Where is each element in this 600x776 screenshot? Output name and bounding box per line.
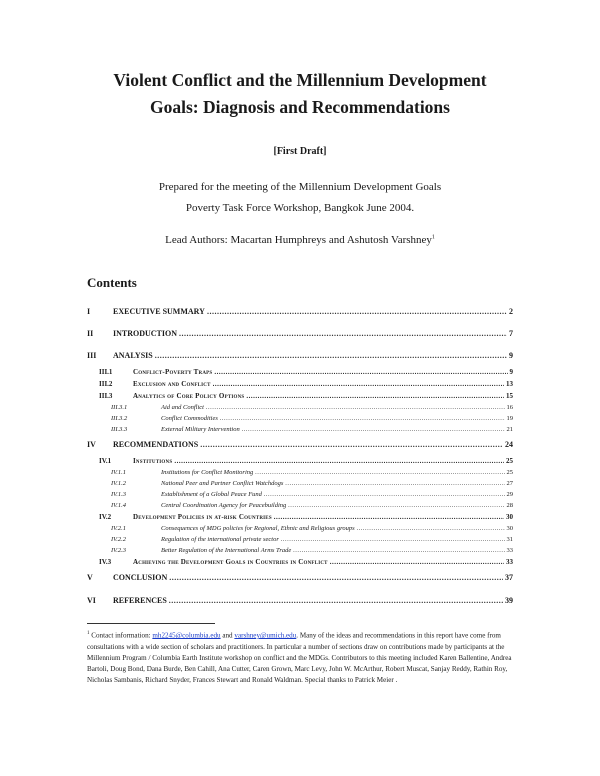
toc-title: Central Coordination Agency for Peacebuilding — [161, 502, 287, 509]
toc-entry-institutions[interactable] — [87, 455, 513, 467]
toc-leader — [155, 350, 507, 362]
toc-number: IV.1.4 — [111, 502, 127, 509]
lead-authors — [0, 234, 600, 246]
toc-page: 33 — [506, 547, 513, 554]
doc-title-line1: Violent Conflict and the Millennium Development — [113, 70, 487, 90]
toc-title: Regulation of the international private sector — [161, 536, 279, 543]
toc-entry-exclusion-and-conflict[interactable] — [87, 378, 513, 390]
toc-entry-references[interactable] — [87, 595, 513, 607]
toc-number: III.3.3 — [111, 426, 128, 433]
toc-title: External Military Intervention — [161, 426, 240, 433]
toc-page: 37 — [505, 573, 513, 582]
toc-page: 2 — [509, 307, 513, 316]
toc-number: IV.2.2 — [111, 536, 127, 543]
toc-title: Consequences of MDG policies for Regional, Ethnic and Religious groups — [161, 525, 355, 532]
toc-page: 9 — [509, 351, 513, 360]
toc-page: 30 — [506, 525, 513, 532]
toc-entry-conflict-poverty-traps[interactable] — [87, 366, 513, 378]
toc-leader — [174, 455, 504, 467]
toc-title: EXECUTIVE SUMMARY — [113, 307, 205, 316]
toc-page: 15 — [506, 392, 513, 400]
toc-leader — [169, 572, 503, 584]
toc-leader — [179, 328, 507, 340]
toc-leader — [169, 595, 503, 607]
toc-number: IV — [87, 440, 96, 449]
toc-title: Conflict Commodities — [161, 415, 218, 422]
toc-page: 33 — [506, 558, 513, 566]
toc-number: III.1 — [99, 368, 113, 376]
footnote-body: . Many of the ideas and recommendations in this report have come from consultations with a wide section of scholars and practitioners. In particular a number of sections draw on contributions made by participants at the Millennium Program / Columbia Earth Institute workshop on conflict and the MDGs. Contributors to this meeting included Karen Ballentine, Andrea Bartoli, Doug Bond, Dana Burde, Ben Cahill, Ana Cutter, Caren Grown, Marc Levy, John W. McArthur, Robert Muscat, Sanjay Reddy, Rathin Roy, Nicholas Sambanis, Richard Snyder, Frances Stewart and Ronald Waldman. Special thanks to Patrick Meier . — [87, 631, 512, 685]
footnote-and: and — [222, 631, 233, 640]
toc-number: V — [87, 573, 93, 582]
toc-page: 21 — [506, 426, 513, 433]
toc-leader — [242, 424, 505, 436]
toc-title: REFERENCES — [113, 596, 167, 605]
email-link-varshney[interactable]: varshney@umich.edu — [234, 631, 297, 640]
footnote-ref[interactable]: 1 — [431, 234, 435, 241]
toc-title: Conflict-Poverty Traps — [133, 368, 213, 376]
toc-entry-analytics-policy-options[interactable] — [87, 390, 513, 402]
toc-title: ANALYSIS — [113, 351, 153, 360]
toc-number: I — [87, 307, 91, 316]
toc-number: IV.1 — [99, 457, 112, 465]
toc-leader — [214, 366, 507, 378]
toc-number: IV.1.1 — [111, 469, 127, 476]
toc-entry-goals-in-conflict-countries[interactable] — [87, 556, 513, 568]
toc-number: III.3 — [99, 392, 113, 400]
toc-page: 25 — [506, 469, 513, 476]
toc-number: IV.1.3 — [111, 491, 127, 498]
toc-number: IV.2 — [99, 513, 112, 521]
toc-page: 24 — [505, 440, 513, 449]
toc-number: III — [87, 351, 97, 360]
toc-number: IV.2.1 — [111, 525, 127, 532]
doc-title-line2: Goals: Diagnosis and Recommendations — [150, 97, 450, 117]
toc-entry-conclusion[interactable] — [87, 572, 513, 584]
toc-entry-analysis[interactable] — [87, 350, 513, 362]
toc-title: Better Regulation of the International Arms Trade — [161, 547, 292, 554]
toc-page: 27 — [506, 480, 513, 487]
footnote-marker: 1 — [87, 631, 90, 636]
toc-title: Establishment of a Global Peace Fund — [161, 491, 262, 498]
toc-title: Exclusion and Conflict — [133, 380, 211, 388]
toc-page: 19 — [506, 415, 513, 422]
toc-leader — [330, 556, 504, 568]
toc-page: 13 — [506, 380, 513, 388]
lead-authors-text: Lead Authors: Macartan Humphreys and Ashutosh Varshney — [165, 234, 432, 246]
toc-leader — [213, 378, 504, 390]
toc-entry-external-military-intervention[interactable] — [87, 424, 513, 436]
toc-page: 30 — [506, 513, 513, 521]
toc-title: Aid and Conflict — [161, 404, 204, 411]
toc-title: Institutions for Conflict Monitoring — [161, 469, 254, 476]
toc-title: Achieving the Development Goals in Countries in Conflict — [133, 558, 328, 566]
toc-leader — [207, 306, 507, 318]
toc-entry-recommendations[interactable] — [87, 439, 513, 451]
toc-number: IV.1.2 — [111, 480, 127, 487]
toc-page: 28 — [506, 502, 513, 509]
toc-title: Institutions — [133, 457, 173, 465]
toc-leader — [246, 390, 504, 402]
toc-number: III.3.1 — [111, 404, 128, 411]
contents-heading: Contents — [87, 275, 137, 290]
toc-title: Analytics of Core Policy Options — [133, 392, 245, 400]
toc-number: VI — [87, 596, 96, 605]
toc-number: III.3.2 — [111, 415, 128, 422]
toc-page: 9 — [509, 368, 513, 376]
footnote-lead: Contact information: — [91, 631, 151, 640]
toc-entry-introduction[interactable] — [87, 328, 513, 340]
toc-number: III.2 — [99, 380, 113, 388]
toc-leader — [200, 439, 503, 451]
toc-page: 39 — [505, 596, 513, 605]
footnote — [87, 628, 515, 686]
toc-number: II — [87, 329, 94, 338]
toc-number: IV.3 — [99, 558, 112, 566]
toc-leader — [274, 511, 504, 523]
prepared-for-text: Prepared for the meeting of the Millennium Development Goals Poverty Task Force Workshop, Bangkok June 2004. — [158, 181, 442, 214]
toc-page: 31 — [506, 536, 513, 543]
toc-page: 7 — [509, 329, 513, 338]
draft-label: [First Draft] — [273, 146, 327, 157]
toc-page: 25 — [506, 457, 513, 465]
toc-title: INTRODUCTION — [113, 329, 178, 338]
toc-entry-executive-summary[interactable] — [87, 306, 513, 318]
toc-title: CONCLUSION — [113, 573, 168, 582]
toc-entry-development-policies[interactable] — [87, 511, 513, 523]
toc-title: National Peer and Partner Conflict Watchdogs — [161, 480, 284, 487]
email-link-humphreys[interactable]: mh2245@columbia.edu — [152, 631, 221, 640]
toc-page: 29 — [506, 491, 513, 498]
toc-title: Development Policies in at-risk Countries — [133, 513, 272, 521]
toc-number: IV.2.3 — [111, 547, 127, 554]
toc-title: RECOMMENDATIONS — [113, 440, 199, 449]
footnote-divider — [87, 623, 215, 624]
toc-page: 16 — [506, 404, 513, 411]
